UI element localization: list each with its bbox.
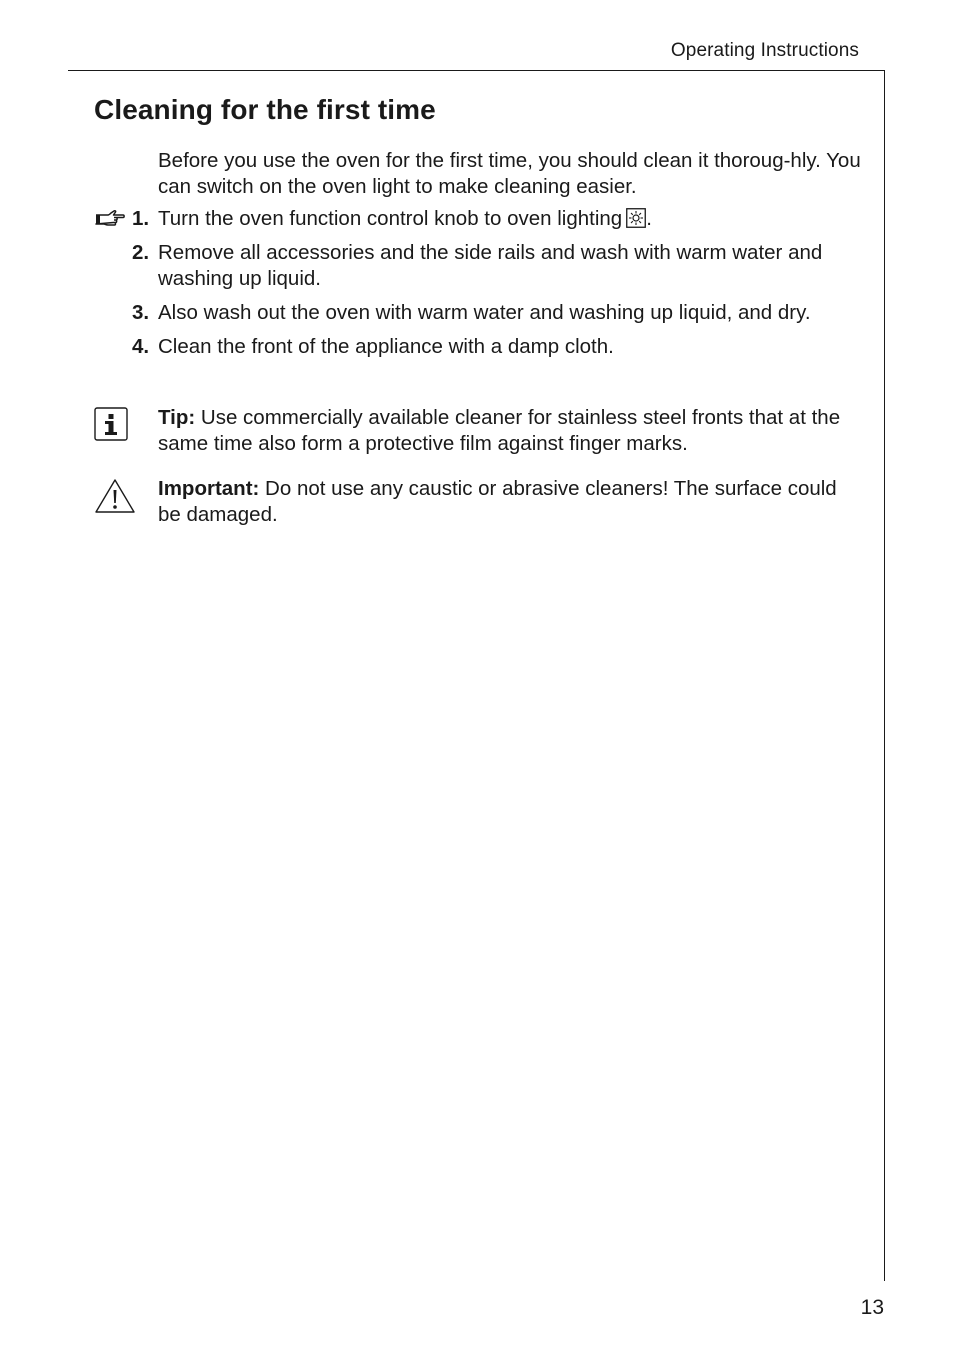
step-number: 2.: [132, 241, 150, 264]
step-text: Remove all accessories and the side rails and wash with warm water and washing up liquid.: [158, 241, 823, 290]
list-item: [0, 240, 848, 292]
pointing-hand-icon: [94, 209, 126, 229]
list-item: [0, 300, 848, 326]
important-text: [158, 476, 858, 528]
step-text: Turn the oven function control knob to oven lighting: [158, 207, 623, 230]
page-number: 13: [860, 1296, 884, 1319]
intro-paragraph: Before you use the oven for the first time, you should clean it thoroug-hly. You can switch on the oven light to make cleaning easier.: [158, 149, 861, 198]
steps-list: [0, 206, 954, 368]
step-number: 3.: [132, 301, 150, 324]
header-rule: [68, 70, 885, 71]
tip-body: Use commercially available cleaner for stainless steel fronts that at the same time also form a protective film against finger marks.: [158, 406, 841, 455]
list-item: [0, 334, 848, 360]
oven-light-icon: [626, 208, 646, 228]
step-text-suffix: .: [646, 207, 652, 230]
step-number: 4.: [132, 335, 150, 358]
tip-lead: Tip:: [158, 406, 196, 429]
step-number: 1.: [132, 207, 150, 230]
important-body: Do not use any caustic or abrasive cleaners! The surface could be damaged.: [158, 477, 837, 526]
tip-text: [158, 405, 858, 457]
page-title: Cleaning for the first time: [94, 94, 436, 125]
info-icon: [94, 407, 128, 441]
step-text: Also wash out the oven with warm water and washing up liquid, and dry.: [158, 301, 811, 324]
important-note: [0, 476, 954, 528]
step-text: Clean the front of the appliance with a damp cloth.: [158, 335, 614, 358]
header-section-label: Operating Instructions: [670, 40, 859, 61]
warning-triangle-icon: [94, 478, 128, 512]
tip-note: [0, 405, 954, 457]
list-item: [0, 206, 848, 232]
important-lead: Important:: [158, 477, 260, 500]
